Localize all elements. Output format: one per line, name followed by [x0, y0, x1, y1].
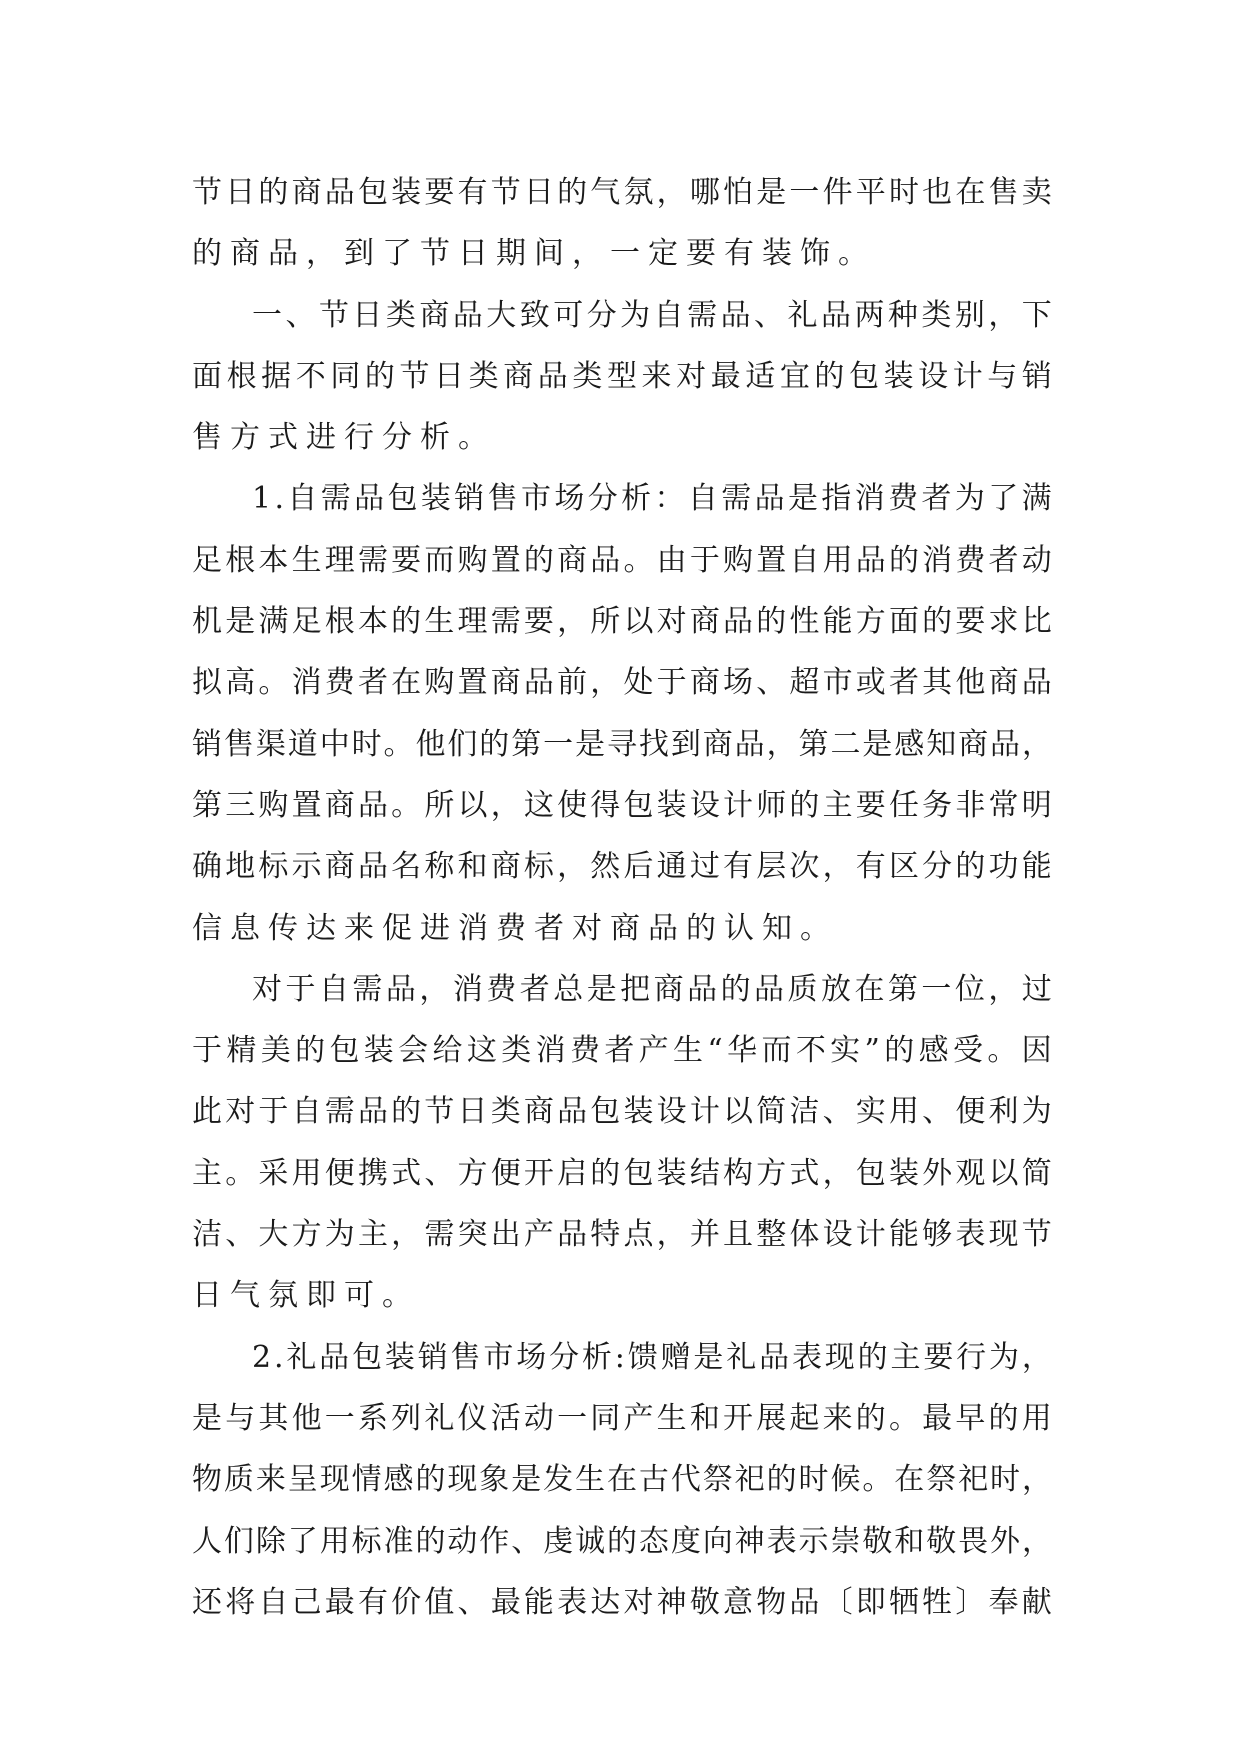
text-line: 1 . 自 需 品 包 装 销 售 市 场 分 析 ： 自 需 品 是 指 消 费 者 为 了 满: [252, 481, 1052, 517]
text-line: 信息传达来促进消费者对商品的认知。: [192, 910, 838, 946]
text-line: 节 日 的 商 品 包 装 要 有 节 日 的 气 氛 ， 哪 怕 是 一 件 平 时 也 在 售 卖: [192, 175, 1052, 210]
body-text: [192, 162, 1052, 1633]
text-line: 机 是 满 足 根 本 的 生 理 需 要 ， 所 以 对 商 品 的 性 能 方 面 的 要 求 比: [192, 604, 1052, 640]
text-line: 面 根 据 不 同 的 节 日 类 商 品 类 型 来 对 最 适 宜 的 包 装 设 计 与 销: [192, 358, 1052, 394]
text-line: 确 地 标 示 商 品 名 称 和 商 标 ， 然 后 通 过 有 层 次 ， 有 区 分 的 功 能: [192, 849, 1052, 885]
text-line: 售方式进行分析。: [192, 420, 496, 456]
text-line: 的商品，到了节日期间，一定要有装饰。: [192, 236, 876, 272]
text-line: 拟 高 。 消 费 者 在 购 置 商 品 前 ， 处 于 商 场 、 超 市 或 者 其 他 商 品: [192, 665, 1052, 701]
text-line: 主 。 采 用 便 携 式 、 方 便 开 启 的 包 装 结 构 方 式 ， 包 装 外 观 以 简: [192, 1155, 1052, 1191]
text-line: 一 、 节 日 类 商 品 大 致 可 分 为 自 需 品 、 礼 品 两 种 类 别 ， 下: [252, 297, 1052, 333]
text-line: 还 将 自 己 最 有 价 值 、 最 能 表 达 对 神 敬 意 物 品 〔 即 牺 牲 〕 奉 献: [192, 1584, 1052, 1620]
text-line: 销 售 渠 道 中 时 。 他 们 的 第 一 是 寻 找 到 商 品 ， 第 二 是 感 知 商 品 ，: [192, 726, 1052, 762]
text-line: 此 对 于 自 需 品 的 节 日 类 商 品 包 装 设 计 以 简 洁 、 实 用 、 便 利 为: [192, 1094, 1052, 1130]
text-line: 于 精 美 的 包 装 会 给 这 类 消 费 者 产 生 “ 华 而 不 实 ” 的 感 受 。 因: [192, 1033, 1052, 1069]
text-line: 对 于 自 需 品 ， 消 费 者 总 是 把 商 品 的 品 质 放 在 第 一 位 ， 过: [252, 971, 1052, 1007]
text-line: 足 根 本 生 理 需 要 而 购 置 的 商 品 。 由 于 购 置 自 用 品 的 消 费 者 动: [192, 542, 1052, 578]
text-line: 2 . 礼 品 包 装 销 售 市 场 分 析 : 馈 赠 是 礼 品 表 现 的 主 要 行 为 ，: [252, 1339, 1052, 1375]
text-line: 物 质 来 呈 现 情 感 的 现 象 是 发 生 在 古 代 祭 祀 的 时 候 。 在 祭 祀 时 ，: [192, 1462, 1052, 1498]
text-line: 第 三 购 置 商 品 。 所 以 ， 这 使 得 包 装 设 计 师 的 主 要 任 务 非 常 明: [192, 787, 1052, 823]
text-line: 人 们 除 了 用 标 准 的 动 作 、 虔 诚 的 态 度 向 神 表 示 崇 敬 和 敬 畏 外 ，: [192, 1523, 1052, 1559]
text-line: 日气氛即可。: [192, 1278, 420, 1314]
text-line: 洁 、 大 方 为 主 ， 需 突 出 产 品 特 点 ， 并 且 整 体 设 计 能 够 表 现 节: [192, 1217, 1052, 1253]
text-line: 是 与 其 他 一 系 列 礼 仪 活 动 一 同 产 生 和 开 展 起 来 的 。 最 早 的 用: [192, 1400, 1052, 1436]
